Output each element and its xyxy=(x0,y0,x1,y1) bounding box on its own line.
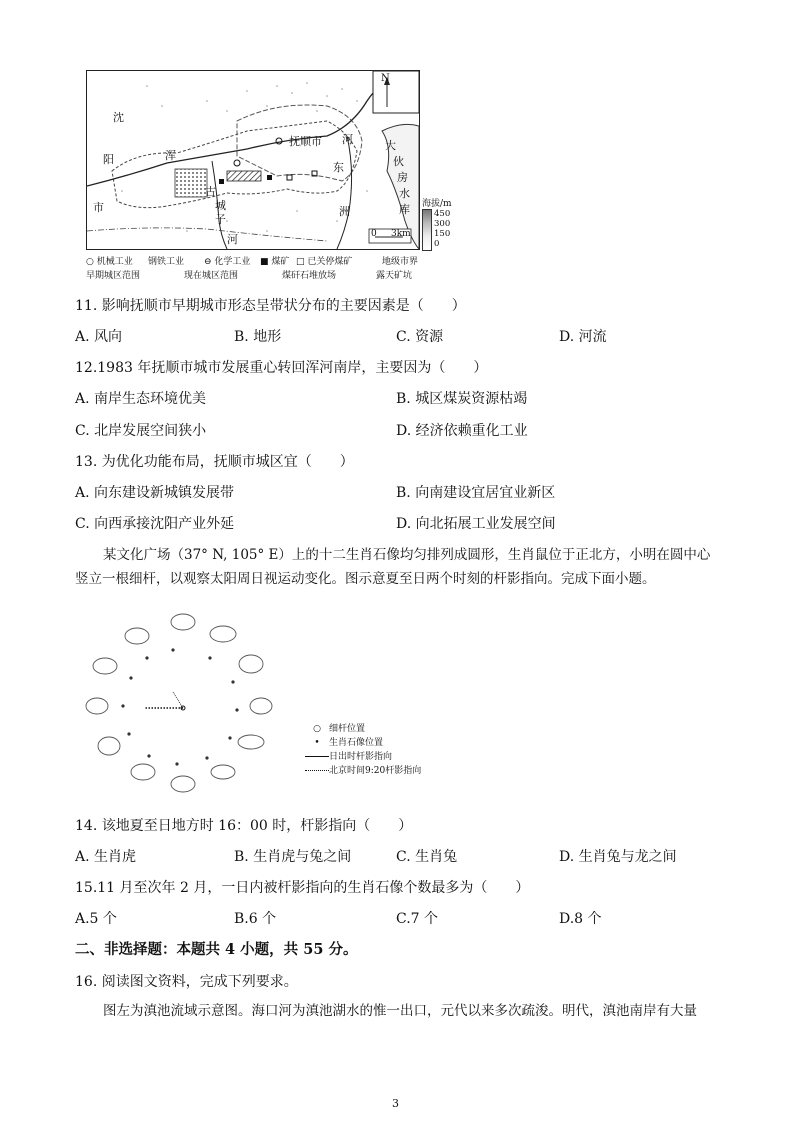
elevation-legend xyxy=(422,196,462,251)
map-label-hun: 浑 xyxy=(165,149,176,162)
legend-920-shadow: 北京时间9:20杆影指向 xyxy=(329,766,422,776)
q14-option-c: C. 生肖兔 xyxy=(396,849,458,865)
map-label-yang: 阳 xyxy=(103,153,114,166)
zodiac-diagram xyxy=(75,600,455,812)
map-label-shi: 市 xyxy=(93,201,104,214)
q13-option-d: D. 向北拓展工业发展空间 xyxy=(396,516,556,532)
q13-option-b: B. 向南建设宜居宜业新区 xyxy=(396,485,556,501)
zodiac-legend: ○ 细杆位置 • 生肖石像位置 日出时杆影指向 北京时间9:20杆影指向 xyxy=(305,722,421,778)
elevation-title: 海拔/m xyxy=(422,199,452,209)
question-11: 11. 影响抚顺市早期城市形态呈带状分布的主要因素是（ ） xyxy=(75,298,466,314)
legend-statue: 生肖石像位置 xyxy=(329,738,384,748)
legend-closed-coal: □ 已关停煤矿 xyxy=(296,257,353,267)
legend-open-pit: 露天矿坑 xyxy=(376,271,413,281)
q14-option-a: A. 生肖虎 xyxy=(75,849,137,865)
legend-gangue: 煤矸石堆放场 xyxy=(282,271,337,281)
map-north-label: N xyxy=(381,73,390,84)
zodiac-tiger xyxy=(239,655,263,673)
q12-option-d: D. 经济依赖重化工业 xyxy=(396,423,528,439)
q11-option-d: D. 河流 xyxy=(559,329,607,345)
zodiac-dog xyxy=(93,658,117,674)
section-2-heading: 二、非选择题：本题共 4 小题，共 55 分。 xyxy=(75,941,358,958)
map-label-ku: 库 xyxy=(399,203,410,216)
question-15: 15.11 月至次年 2 月，一日内被杆影指向的生肖石像个数最多为（ ） xyxy=(75,880,530,896)
zodiac-rooster xyxy=(86,698,108,714)
zodiac-intro: 某文化广场（37° N, 105° E）上的十二生肖石像均匀排列成圆形，生肖鼠位于正北方，小明在圆中心竖立一根细杆，以观察太阳周日视运动变化。图示意夏至日两个时刻的杆影指向。完成下面小题。 xyxy=(75,547,711,587)
q15-option-d: D.8 个 xyxy=(559,911,602,927)
question-16: 16. 阅读图文资料，完成下列要求。 xyxy=(75,974,298,990)
q11-option-c: C. 资源 xyxy=(396,329,444,345)
q12-option-a: A. 南岸生态环境优美 xyxy=(75,391,207,407)
map-label-gu: 古 xyxy=(205,185,216,198)
map-drawing xyxy=(87,71,419,249)
map-label-shen: 沈 xyxy=(113,111,124,124)
map-label-he: 河 xyxy=(342,133,353,146)
question-12: 12.1983 年抚顺市城市发展重心转回浑河南岸，主要因为（ ） xyxy=(75,360,488,376)
map-scale-label: 3km xyxy=(391,229,411,239)
zodiac-pig xyxy=(125,628,149,644)
map-label-dong: 东 xyxy=(333,161,344,174)
map-label-fushun: 抚顺市 xyxy=(289,135,322,148)
elev-450: 450 xyxy=(434,209,451,219)
map-scale-zero: 0 xyxy=(371,229,377,239)
q13-option-c: C. 向西承接沈阳产业外延 xyxy=(75,516,235,532)
zodiac-rabbit xyxy=(250,698,272,714)
legend-early-city: 早期城区范围 xyxy=(86,271,141,281)
q15-option-c: C.7 个 xyxy=(396,911,439,927)
map-legend xyxy=(86,254,446,284)
legend-chemical: ⊖ 化学工业 xyxy=(204,257,251,267)
q16-paragraph: 图左为滇池流域示意图。海口河为滇池湖水的惟一出口，元代以来多次疏浚。明代，滇池南岸有大量 xyxy=(103,1003,697,1019)
map-label-zi: 子 xyxy=(215,213,226,226)
map-label-cheng: 城 xyxy=(215,199,226,212)
q14-option-b: B. 生肖虎与兔之间 xyxy=(234,849,352,865)
zodiac-circle xyxy=(75,600,305,812)
legend-steel: 钢铁工业 xyxy=(148,257,185,267)
elev-300: 300 xyxy=(434,219,451,229)
elev-150: 150 xyxy=(434,229,451,239)
zodiac-ox xyxy=(210,626,236,642)
q11-option-b: B. 地形 xyxy=(234,329,282,345)
map-label-he2: 河 xyxy=(227,233,238,246)
elev-0: 0 xyxy=(434,239,440,249)
legend-machinery: ○ 机械工业 xyxy=(86,257,133,267)
fushun-map xyxy=(86,70,420,250)
zodiac-monkey xyxy=(98,737,120,755)
q15-option-a: A.5 个 xyxy=(75,911,117,927)
q12-option-b: B. 城区煤炭资源枯竭 xyxy=(396,391,528,407)
legend-city-boundary: 地级市界 xyxy=(382,257,419,267)
legend-current-city: 现在城区范围 xyxy=(184,271,239,281)
q15-option-b: B.6 个 xyxy=(234,911,277,927)
q14-option-d: D. 生肖兔与龙之间 xyxy=(559,849,677,865)
question-13: 13. 为优化功能布局，抚顺市城区宜（ ） xyxy=(75,454,354,470)
q11-option-a: A. 风向 xyxy=(75,329,123,345)
legend-pole: 细杆位置 xyxy=(329,724,366,734)
zodiac-goat xyxy=(131,764,155,780)
map-label-fang: 房 xyxy=(397,171,408,184)
page-number: 3 xyxy=(392,1097,399,1110)
q12-option-c: C. 北岸发展空间狭小 xyxy=(75,423,207,439)
map-label-shui: 水 xyxy=(399,187,410,200)
zodiac-snake xyxy=(211,765,235,779)
zodiac-rat xyxy=(171,614,195,630)
map-label-huo: 伙 xyxy=(393,155,404,168)
legend-sunrise-shadow: 日出时杆影指向 xyxy=(329,752,393,762)
question-14: 14. 该地夏至日地方时 16：00 时，杆影指向（ ） xyxy=(75,818,413,834)
elevation-bar xyxy=(422,209,432,251)
legend-coal: ■ 煤矿 xyxy=(260,257,290,267)
map-label-zhou: 洲 xyxy=(339,205,350,218)
map-label-da: 大 xyxy=(385,139,396,152)
zodiac-dragon xyxy=(238,735,264,749)
q13-option-a: A. 向东建设新城镇发展带 xyxy=(75,485,235,501)
zodiac-horse xyxy=(171,776,195,792)
